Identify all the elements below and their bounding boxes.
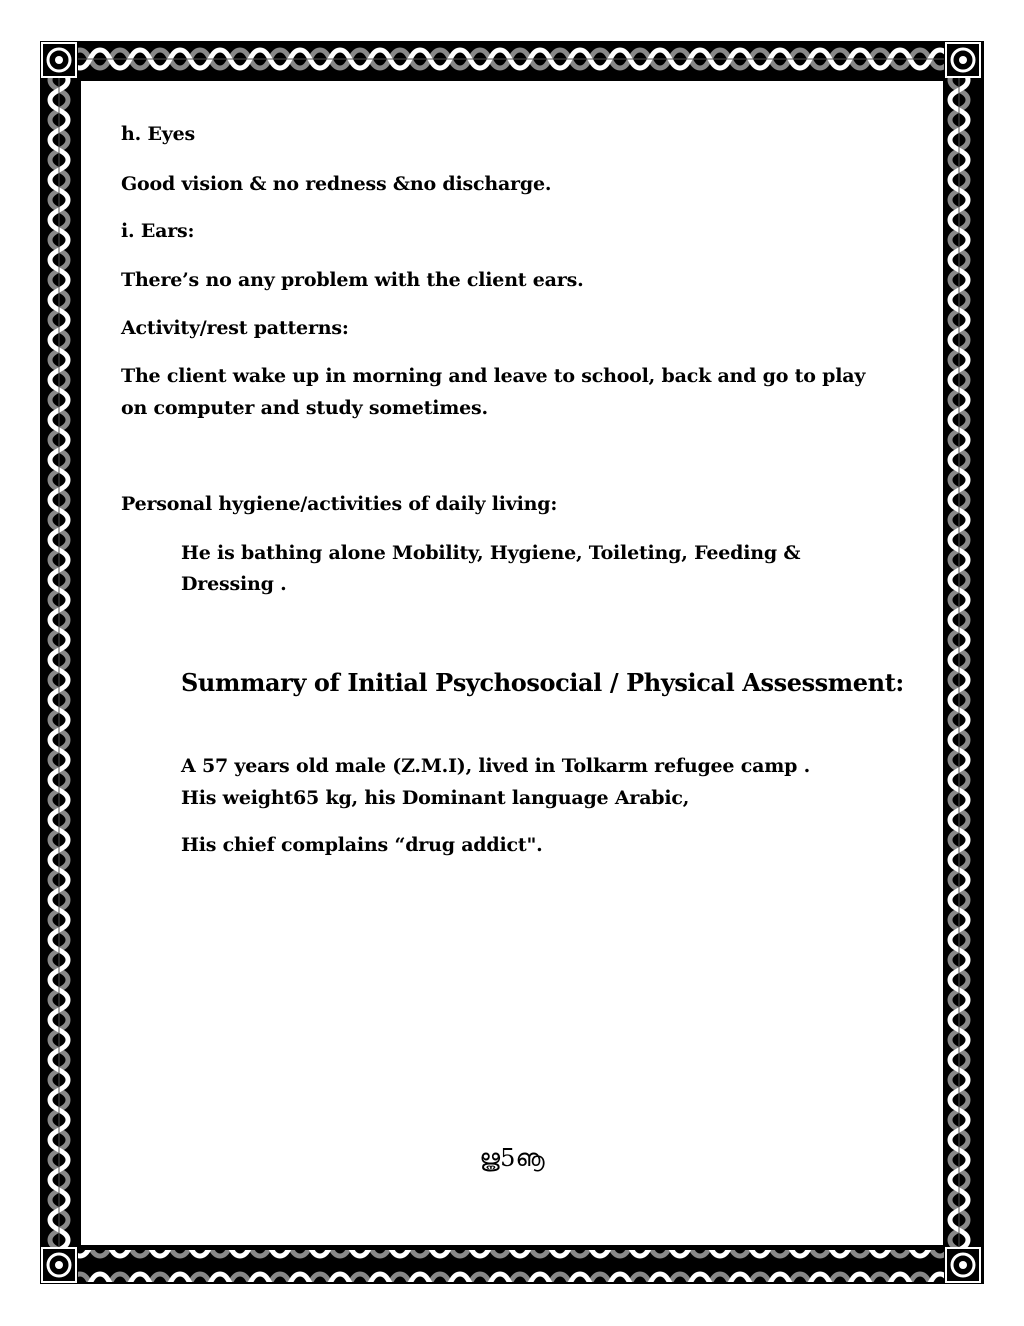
activity-text-line-1: The client wake up in morning and leave to school, back and go to play — [121, 365, 866, 387]
corner-ornament-icon — [42, 1248, 76, 1282]
page-number — [472, 1144, 552, 1172]
summary-line-3: His chief complains “drug addict". — [181, 834, 543, 856]
summary-line-1: A 57 years old male (Z.M.I), lived in Tolkarm refugee camp . — [181, 755, 811, 777]
ears-text: There’s no any problem with the client ears. — [121, 269, 584, 291]
activity-heading: Activity/rest patterns: — [121, 317, 349, 339]
ears-heading: i. Ears: — [121, 220, 195, 242]
hygiene-heading: Personal hygiene/activities of daily living: — [121, 493, 558, 515]
summary-heading: Summary of Initial Psychosocial / Physical Assessment: — [181, 668, 904, 697]
hygiene-text-line-2: Dressing . — [181, 573, 287, 595]
activity-text-line-2: on computer and study sometimes. — [121, 397, 488, 419]
eyes-text: Good vision & no redness &no discharge. — [121, 173, 552, 195]
hygiene-text-line-1: He is bathing alone Mobility, Hygiene, Toileting, Feeding & — [181, 542, 801, 564]
eyes-heading: h. Eyes — [121, 123, 195, 145]
page-number-right-ornament: ൡ — [515, 1144, 545, 1172]
corner-ornament-icon — [42, 43, 76, 77]
page-number-value: 5 — [500, 1144, 516, 1172]
corner-ornament-icon — [946, 43, 980, 77]
page-number-left-ornament: ൠ — [479, 1144, 501, 1172]
corner-ornament-icon — [946, 1248, 980, 1282]
summary-line-2: His weight65 kg, his Dominant language Arabic, — [181, 787, 690, 809]
